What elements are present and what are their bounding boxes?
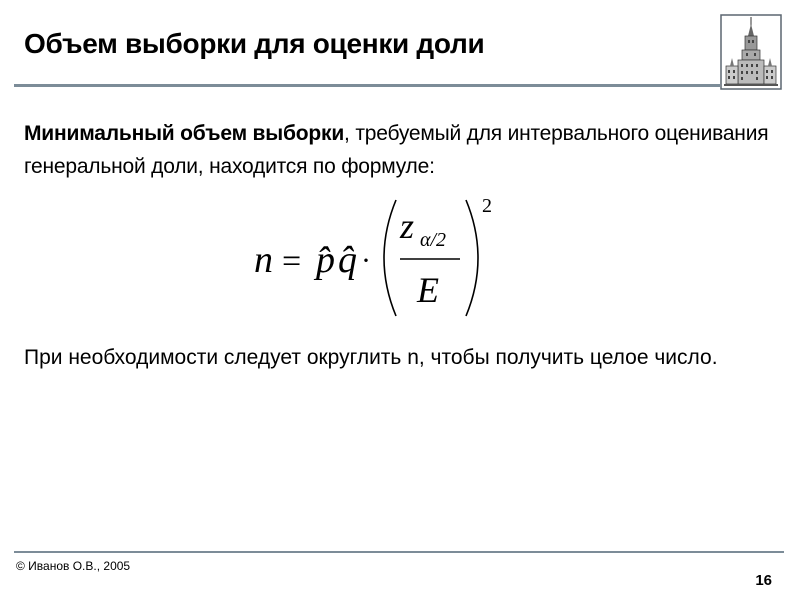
formula-e: E <box>417 270 439 310</box>
title-divider <box>14 84 720 87</box>
note-paragraph: При необходимости следует округлить n, чтобы получить целое число. <box>24 346 718 369</box>
footer-divider <box>14 551 784 553</box>
page-number: 16 <box>755 572 772 589</box>
university-building-icon <box>720 14 782 90</box>
formula-p-hat: p̂ <box>316 239 335 281</box>
formula-left-paren <box>384 200 396 316</box>
intro-paragraph <box>24 117 778 183</box>
copyright: © Иванов О.В., 2005 <box>16 559 131 573</box>
formula-n: n <box>254 239 273 281</box>
formula-z-subscript: α/2 <box>420 229 447 251</box>
formula-exponent: 2 <box>482 195 492 217</box>
slide-title: Объем выборки для оценки доли <box>24 28 485 59</box>
formula-right-paren <box>466 200 478 316</box>
formula-z: z <box>400 206 415 246</box>
intro-text: , требуемый для интервального оценивания генеральной доли, находится по формуле: <box>24 122 769 178</box>
formula-dot: · <box>361 244 371 277</box>
intro-term: Минимальный объем выборки <box>24 122 345 145</box>
formula-q-hat: q̂ <box>338 239 357 281</box>
formula-equals: = <box>282 243 302 280</box>
sample-size-formula <box>240 188 520 328</box>
